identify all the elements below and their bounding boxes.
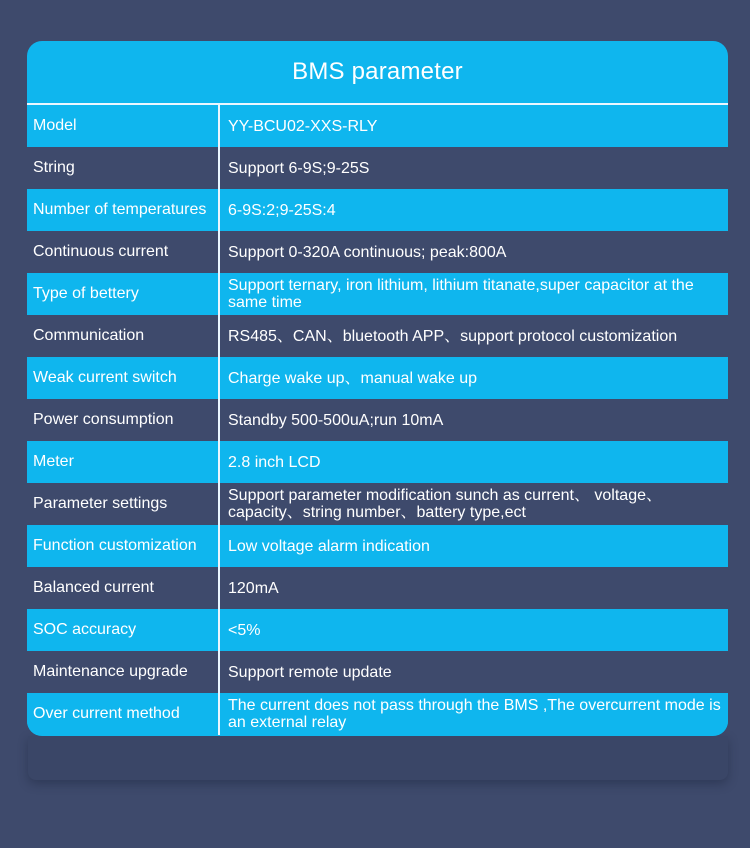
table-row — [27, 525, 728, 567]
row-label-string: String — [27, 147, 220, 189]
table-row — [27, 651, 728, 693]
row-value-soc-accuracy: <5% — [228, 621, 261, 639]
row-label-meter: Meter — [27, 441, 220, 483]
row-label-battery-type: Type of bettery — [27, 273, 220, 315]
row-value-balanced-current: 120mA — [228, 579, 279, 597]
table-title: BMS parameter — [27, 41, 728, 105]
table-row — [27, 441, 728, 483]
row-label-maintenance-upgrade: Maintenance upgrade — [27, 651, 220, 693]
row-value-string: Support 6-9S;9-25S — [228, 159, 370, 177]
row-label-balanced-current: Balanced current — [27, 567, 220, 609]
table-row — [27, 357, 728, 399]
table-row — [27, 231, 728, 273]
table-row — [27, 105, 728, 147]
row-value-parameter-settings: Support parameter modification sunch as current、 voltage、capacity、string number、battery type,ect — [228, 487, 662, 521]
row-value-meter: 2.8 inch LCD — [228, 453, 321, 471]
table-row — [27, 273, 728, 315]
row-value-model: YY-BCU02-XXS-RLY — [228, 117, 378, 135]
row-label-soc-accuracy: SOC accuracy — [27, 609, 220, 651]
row-label-parameter-settings: Parameter settings — [27, 483, 220, 525]
table-row — [27, 609, 728, 651]
table-row — [27, 147, 728, 189]
row-label-temperatures: Number of temperatures — [27, 189, 220, 231]
table-row — [27, 693, 728, 735]
row-value-continuous-current: Support 0-320A continuous; peak:800A — [228, 243, 507, 261]
row-value-function-customization: Low voltage alarm indication — [228, 537, 430, 555]
row-value-over-current-method: The current does not pass through the BMS ,The overcurrent mode is an external relay — [228, 697, 721, 731]
table-row — [27, 189, 728, 231]
bms-parameter-table — [27, 41, 728, 736]
row-value-weak-current-switch: Charge wake up、manual wake up — [228, 369, 478, 387]
row-label-communication: Communication — [27, 315, 220, 357]
table-row — [27, 567, 728, 609]
row-label-continuous-current: Continuous current — [27, 231, 220, 273]
row-label-power-consumption: Power consumption — [27, 399, 220, 441]
table-row — [27, 483, 728, 525]
table-row — [27, 399, 728, 441]
row-value-maintenance-upgrade: Support remote update — [228, 663, 392, 681]
row-value-temperatures: 6-9S:2;9-25S:4 — [228, 201, 336, 219]
row-label-over-current-method: Over current method — [27, 693, 220, 735]
table-row — [27, 315, 728, 357]
row-label-weak-current-switch: Weak current switch — [27, 357, 220, 399]
card-footer-shadow — [28, 736, 728, 780]
row-label-model: Model — [27, 105, 220, 147]
row-value-battery-type: Support ternary, iron lithium, lithium titanate,super capacitor at the same time — [228, 277, 694, 311]
row-label-function-customization: Function customization — [27, 525, 220, 567]
row-value-power-consumption: Standby 500-500uA;run 10mA — [228, 411, 444, 429]
row-value-communication: RS485、CAN、bluetooth APP、support protocol customization — [228, 327, 678, 345]
